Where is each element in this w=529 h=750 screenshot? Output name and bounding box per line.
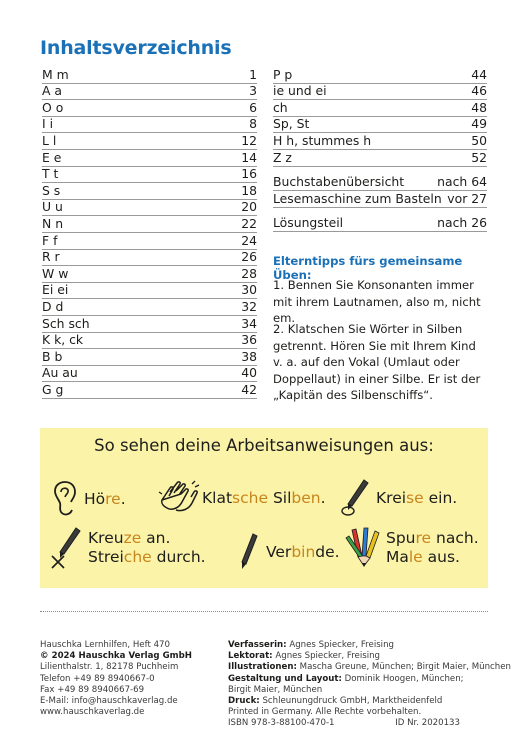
toc-label: E e: [42, 149, 62, 165]
instruction-klatsche-text: Klatsche Silben.: [202, 488, 326, 507]
toc-row: [42, 84, 257, 101]
toc-label: D d: [42, 298, 64, 314]
tips-heading: Elterntipps fürs gemeinsame Üben:: [273, 254, 463, 282]
imprint-publisher: [40, 640, 225, 718]
clapping-hands-icon: [158, 480, 200, 516]
toc-page: 16: [241, 166, 257, 182]
credit-isbn: ISBN 978-3-88100-470-1 ID Nr. 2020133: [228, 718, 460, 729]
toc-page: 1: [249, 66, 257, 82]
toc-label: T t: [42, 166, 59, 182]
pencil-icon: [238, 532, 260, 572]
toc-page: 46: [471, 83, 487, 99]
instruction-spure-text: Spure nach.: [386, 529, 479, 547]
credit-printed: Printed in Germany. Alle Rechte vorbehalten.: [228, 707, 422, 718]
toc-label: A a: [42, 83, 63, 99]
toc-label: I i: [42, 116, 54, 132]
toc-label: Z z: [273, 149, 292, 165]
instruction-verbinde-text: Verbinde.: [266, 542, 340, 561]
imprint-line: Hauschka Lernhilfen, Heft 470: [40, 640, 170, 650]
imprint-line: E-Mail: info@hauschkaverlag.de: [40, 696, 178, 707]
toc-page: 52: [471, 149, 487, 165]
toc-row: [42, 200, 257, 217]
instructions-box: [40, 428, 488, 588]
toc-label: G g: [42, 381, 64, 397]
toc-row: [42, 266, 257, 283]
imprint-line: www.hauschkaverlag.de: [40, 707, 145, 718]
toc-row: [273, 191, 487, 208]
imprint-credits: [228, 640, 511, 730]
pencil-cross-icon: [50, 526, 84, 570]
toc-label: Sch sch: [42, 315, 90, 331]
toc-label: P p: [273, 66, 293, 82]
toc-page: 40: [241, 365, 257, 381]
credit-print: Druck: Schleunungdruck GmbH, Marktheidenfeld: [228, 696, 443, 707]
toc-row: [42, 316, 257, 333]
toc-page: 36: [241, 332, 257, 348]
instruction-kreise: [340, 478, 457, 518]
toc-label: Lösungsteil: [273, 215, 344, 231]
toc-page: 32: [241, 298, 257, 314]
toc-page: 14: [241, 149, 257, 165]
toc-page: nach 64: [437, 174, 487, 190]
toc-page: 24: [241, 232, 257, 248]
imprint-line: Lilienthalstr. 1, 82178 Puchheim: [40, 662, 179, 673]
dotted-divider: [40, 611, 488, 612]
toc-page: 22: [241, 215, 257, 231]
credit-editor: Lektorat: Agnes Spiecker, Freising: [228, 651, 380, 662]
toc-row: [42, 117, 257, 134]
credit-layout-2: Birgit Maier, München: [228, 684, 323, 695]
toc-left-column: [42, 67, 257, 399]
credit-layout: Gestaltung und Layout: Dominik Hoogen, München;: [228, 673, 464, 684]
instruction-hoere: [50, 480, 126, 518]
instruction-streiche-text: Streiche durch.: [88, 548, 206, 566]
toc-label: W w: [42, 265, 69, 281]
toc-page: 48: [471, 99, 487, 115]
toc-label: N n: [42, 215, 64, 231]
toc-page: 20: [241, 199, 257, 215]
toc-label: H h, stummes h: [273, 132, 372, 148]
toc-row: [42, 100, 257, 117]
toc-label: K k, ck: [42, 332, 84, 348]
instruction-verbinde: [238, 532, 340, 572]
credit-illustrations: Illustrationen: Mascha Greune, München; Birgit Maier, München: [228, 662, 511, 673]
instruction-kreuze-text: Kreuze an.: [88, 529, 171, 547]
toc-label: Ei ei: [42, 282, 69, 298]
toc-row: [42, 216, 257, 233]
toc-page: 18: [241, 182, 257, 198]
toc-row: [273, 150, 487, 167]
toc-page: nach 26: [437, 215, 487, 231]
instruction-spure: [344, 526, 479, 570]
toc-row: [42, 67, 257, 84]
toc-label: R r: [42, 249, 60, 265]
imprint-line: Telefon +49 89 8940667-0: [40, 673, 155, 684]
page-title: Inhaltsverzeichnis: [40, 37, 232, 59]
instruction-male-text: Male aus.: [386, 548, 460, 566]
toc-page: vor 27: [447, 190, 487, 206]
toc-label: Sp, St: [273, 116, 310, 132]
instructions-title: So sehen deine Arbeitsanweisungen aus:: [94, 436, 434, 455]
tip-1: 1. Bennen Sie Konsonanten immer mit ihrem Lautnamen, also m, nicht em.: [273, 278, 481, 326]
toc-page: 28: [241, 265, 257, 281]
toc-page: 8: [249, 116, 257, 132]
toc-row: [42, 133, 257, 150]
toc-row: [273, 100, 487, 117]
toc-row: [42, 366, 257, 383]
toc-label: S s: [42, 182, 61, 198]
toc-page: 26: [241, 249, 257, 265]
toc-row: [273, 133, 487, 150]
tip-2: 2. Klatschen Sie Wörter in Silben getrennt. Hören Sie mit Ihrem Kind v. a. auf den Vokal (Umlaut oder Doppellaut) in einer Silbe. Er ist der „Kapitän des Silbenschiffs“.: [273, 322, 481, 403]
instruction-klatsche: [158, 480, 326, 516]
toc-row: [273, 67, 487, 84]
toc-page: 6: [249, 99, 257, 115]
imprint-line: Fax +49 89 8940667-69: [40, 684, 145, 695]
colored-pencils-icon: [344, 526, 384, 570]
toc-right-column: [273, 67, 487, 232]
toc-page: 34: [241, 315, 257, 331]
toc-page: 38: [241, 348, 257, 364]
toc-row: [42, 283, 257, 300]
toc-row: [273, 175, 487, 192]
toc-row: [42, 167, 257, 184]
toc-row: [42, 333, 257, 350]
pencil-circle-icon: [340, 478, 370, 518]
toc-page: 44: [471, 66, 487, 82]
toc-label: Lesemaschine zum Basteln: [273, 190, 442, 206]
toc-row: [42, 233, 257, 250]
toc-row: [42, 183, 257, 200]
toc-page: 50: [471, 132, 487, 148]
toc-row: [273, 216, 487, 233]
toc-label: U u: [42, 199, 63, 215]
toc-row: [42, 382, 257, 399]
toc-label: ie und ei: [273, 83, 327, 99]
instruction-hoere-text: Höre.: [84, 489, 126, 508]
toc-row: [42, 299, 257, 316]
toc-label: B b: [42, 348, 63, 364]
toc-row: [42, 250, 257, 267]
toc-label: Buchstabenübersicht: [273, 174, 405, 190]
toc-page: 30: [241, 282, 257, 298]
toc-label: L l: [42, 132, 57, 148]
toc-page: 42: [241, 381, 257, 397]
toc-row: [273, 84, 487, 101]
ear-icon: [50, 480, 80, 518]
credit-author: Verfasserin: Agnes Spiecker, Freising: [228, 640, 394, 650]
toc-row: [273, 117, 487, 134]
toc-label: ch: [273, 99, 288, 115]
toc-page: 49: [471, 116, 487, 132]
toc-row: [42, 150, 257, 167]
toc-row: [42, 349, 257, 366]
toc-label: M m: [42, 66, 69, 82]
instruction-kreuze: [50, 526, 206, 570]
instruction-kreise-text: Kreise ein.: [376, 488, 458, 507]
imprint-line: © 2024 Hauschka Verlag GmbH: [40, 651, 192, 662]
toc-label: Au au: [42, 365, 78, 381]
toc-page: 3: [249, 83, 257, 99]
toc-label: F f: [42, 232, 58, 248]
toc-label: O o: [42, 99, 64, 115]
toc-page: 12: [241, 132, 257, 148]
